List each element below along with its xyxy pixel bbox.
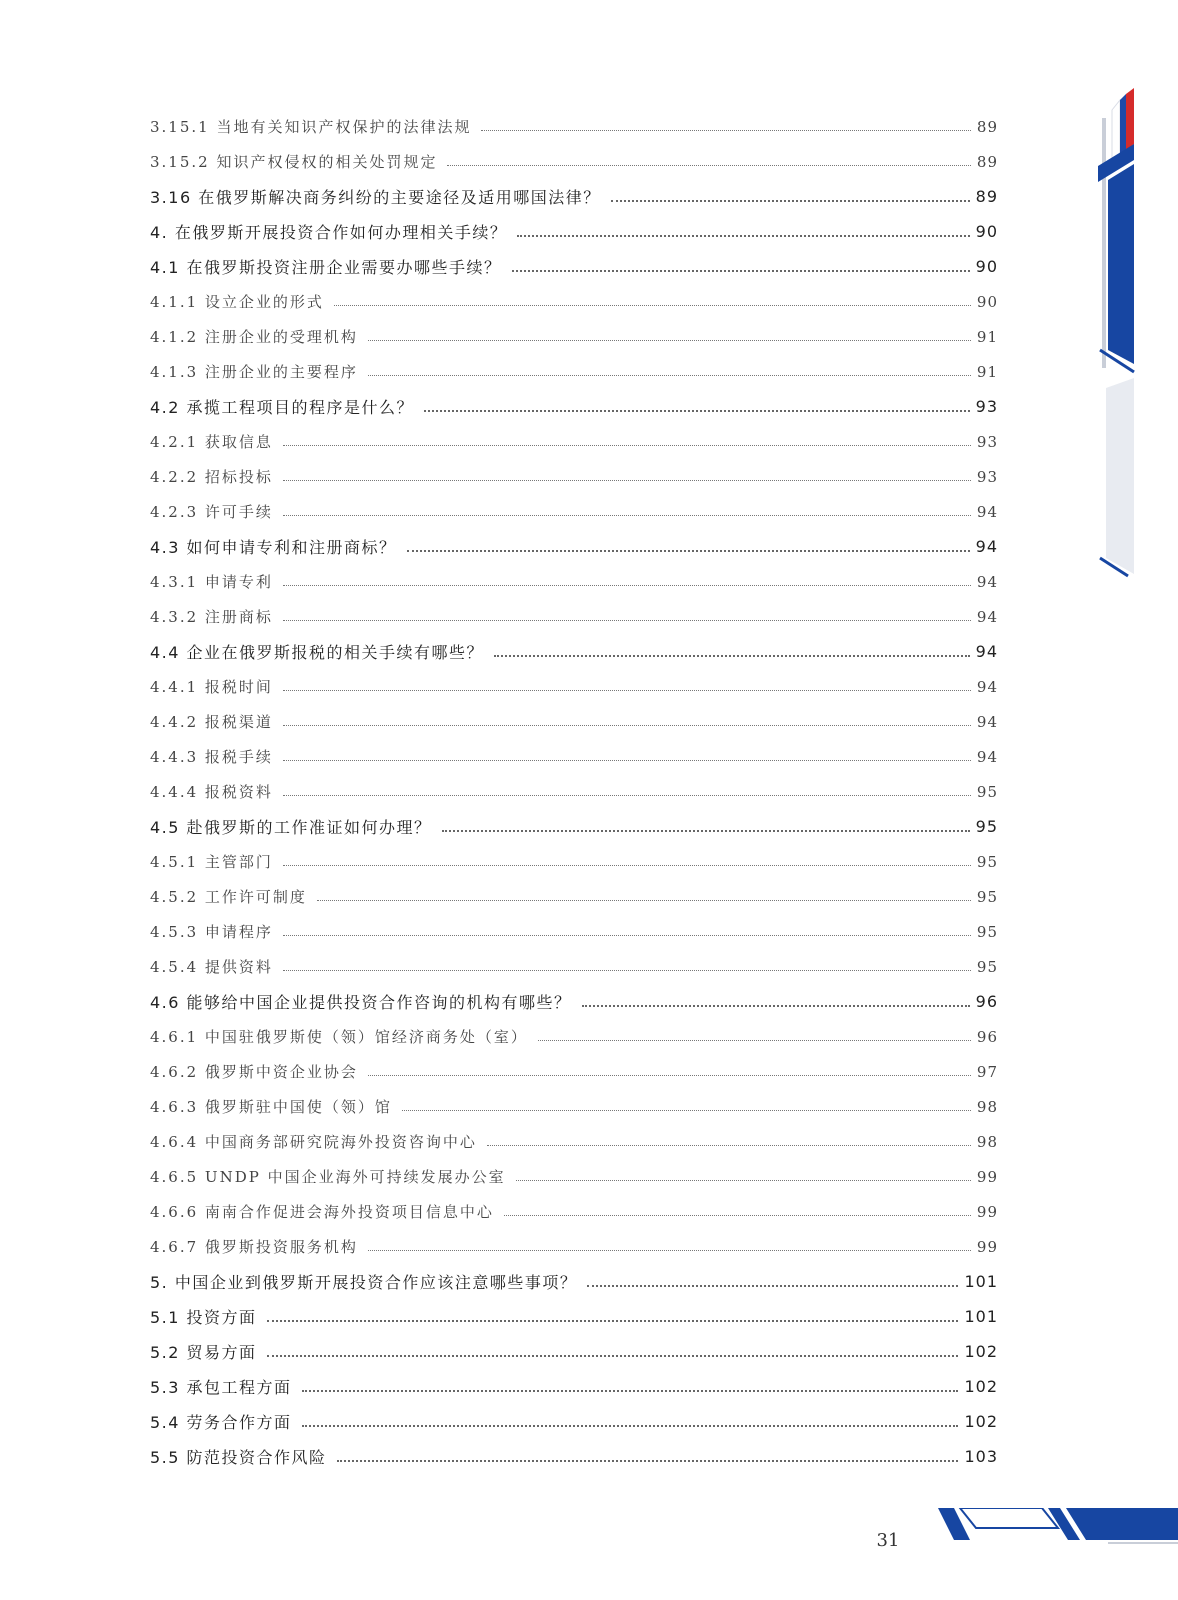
toc-entry-title: 3.15.1 当地有关知识产权保护的法律法规 bbox=[150, 118, 472, 136]
bottom-stripe-decoration bbox=[938, 1508, 1178, 1552]
toc-entry-page: 101 bbox=[964, 1272, 998, 1291]
toc-entry-page: 93 bbox=[976, 432, 998, 451]
toc-entry[interactable] bbox=[150, 704, 998, 739]
toc-dot-leader bbox=[538, 1040, 971, 1041]
toc-dot-leader bbox=[516, 1180, 971, 1181]
toc-dot-leader bbox=[368, 1250, 971, 1251]
toc-dot-leader bbox=[317, 900, 971, 901]
toc-entry-page: 99 bbox=[976, 1202, 998, 1221]
toc-entry[interactable] bbox=[150, 1334, 998, 1369]
toc-dot-leader bbox=[368, 340, 971, 341]
ribbon-blue-column bbox=[1108, 164, 1134, 364]
toc-dot-leader bbox=[368, 375, 971, 376]
toc-entry-page: 93 bbox=[975, 397, 998, 416]
toc-entry-title: 4.6.7 俄罗斯投资服务机构 bbox=[150, 1238, 358, 1256]
toc-entry[interactable] bbox=[150, 1159, 998, 1194]
toc-entry-page: 101 bbox=[964, 1307, 998, 1326]
toc-entry-page: 89 bbox=[976, 152, 998, 171]
toc-dot-leader bbox=[337, 1460, 959, 1462]
toc-entry-title: 4.3 如何申请专利和注册商标？ bbox=[150, 538, 397, 557]
toc-entry[interactable] bbox=[150, 179, 998, 214]
toc-entry-title: 4.5.4 提供资料 bbox=[150, 958, 273, 976]
toc-entry[interactable] bbox=[150, 1194, 998, 1229]
toc-entry-title: 4.6.6 南南合作促进会海外投资项目信息中心 bbox=[150, 1203, 494, 1221]
toc-entry[interactable] bbox=[150, 144, 998, 179]
toc-dot-leader bbox=[481, 130, 970, 131]
toc-entry[interactable] bbox=[150, 1369, 998, 1404]
toc-entry-page: 90 bbox=[975, 257, 998, 276]
toc-entry-title: 4.2 承揽工程项目的程序是什么？ bbox=[150, 398, 415, 417]
toc-dot-leader bbox=[447, 165, 970, 166]
toc-dot-leader bbox=[283, 620, 971, 621]
toc-dot-leader bbox=[302, 1390, 959, 1392]
toc-entry-title: 4. 在俄罗斯开展投资合作如何办理相关手续？ bbox=[150, 223, 508, 242]
toc-entry-page: 97 bbox=[976, 1062, 998, 1081]
toc-entry[interactable] bbox=[150, 984, 998, 1019]
toc-entry-title: 4.2.1 获取信息 bbox=[150, 433, 273, 451]
toc-entry-title: 4.6.1 中国驻俄罗斯使（领）馆经济商务处（室） bbox=[150, 1028, 528, 1046]
toc-dot-leader bbox=[283, 480, 971, 481]
toc-dot-leader bbox=[283, 865, 971, 866]
toc-entry-page: 96 bbox=[976, 1027, 998, 1046]
toc-entry-title: 4.1 在俄罗斯投资注册企业需要办哪些手续？ bbox=[150, 258, 502, 277]
toc-entry[interactable] bbox=[150, 844, 998, 879]
toc-entry-title: 4.6.2 俄罗斯中资企业协会 bbox=[150, 1063, 358, 1081]
toc-entry[interactable] bbox=[150, 1299, 998, 1334]
toc-dot-leader bbox=[611, 200, 970, 202]
toc-entry-page: 95 bbox=[976, 922, 998, 941]
toc-entry[interactable] bbox=[150, 1264, 998, 1299]
toc-entry-title: 4.4 企业在俄罗斯报税的相关手续有哪些？ bbox=[150, 643, 485, 662]
toc-entry-page: 99 bbox=[976, 1167, 998, 1186]
russian-flag-ribbon-decoration bbox=[1098, 88, 1178, 592]
toc-dot-leader bbox=[504, 1215, 971, 1216]
toc-entry-page: 93 bbox=[976, 467, 998, 486]
toc-entry-page: 95 bbox=[976, 957, 998, 976]
flag-blue-stripe bbox=[1120, 94, 1126, 156]
toc-entry-page: 94 bbox=[976, 572, 998, 591]
toc-entry-title: 4.6 能够给中国企业提供投资合作咨询的机构有哪些？ bbox=[150, 993, 572, 1012]
toc-dot-leader bbox=[283, 515, 971, 516]
toc-entry[interactable] bbox=[150, 1404, 998, 1439]
ribbon-shape bbox=[1098, 88, 1178, 588]
toc-entry-title: 4.5.3 申请程序 bbox=[150, 923, 273, 941]
toc-entry-page: 95 bbox=[976, 887, 998, 906]
toc-entry[interactable] bbox=[150, 1229, 998, 1264]
stripe-2 bbox=[960, 1508, 1058, 1528]
toc-entry-title: 4.6.5 UNDP 中国企业海外可持续发展办公室 bbox=[150, 1168, 506, 1186]
toc-entry[interactable] bbox=[150, 599, 998, 634]
toc-entry-title: 4.1.2 注册企业的受理机构 bbox=[150, 328, 358, 346]
toc-entry[interactable] bbox=[150, 1124, 998, 1159]
toc-entry-title: 4.2.3 许可手续 bbox=[150, 503, 273, 521]
toc-dot-leader bbox=[267, 1320, 959, 1322]
toc-entry[interactable] bbox=[150, 809, 998, 844]
toc-entry-title: 4.1.1 设立企业的形式 bbox=[150, 293, 324, 311]
toc-dot-leader bbox=[368, 1075, 971, 1076]
toc-entry[interactable] bbox=[150, 459, 998, 494]
toc-entry-title: 4.6.4 中国商务部研究院海外投资咨询中心 bbox=[150, 1133, 477, 1151]
toc-entry[interactable] bbox=[150, 1019, 998, 1054]
toc-dot-leader bbox=[283, 935, 971, 936]
toc-entry-page: 102 bbox=[964, 1377, 998, 1396]
toc-entry-page: 95 bbox=[975, 817, 998, 836]
toc-entry-page: 95 bbox=[976, 782, 998, 801]
toc-entry[interactable] bbox=[150, 879, 998, 914]
toc-entry-page: 90 bbox=[975, 222, 998, 241]
toc-entry[interactable] bbox=[150, 529, 998, 564]
ribbon-shadow bbox=[1102, 118, 1106, 368]
toc-entry-title: 5.5 防范投资合作风险 bbox=[150, 1448, 327, 1467]
toc-entry[interactable] bbox=[150, 564, 998, 599]
toc-entry-page: 98 bbox=[976, 1097, 998, 1116]
toc-entry[interactable] bbox=[150, 249, 998, 284]
stripe-4 bbox=[1066, 1508, 1178, 1540]
toc-entry-title: 5.2 贸易方面 bbox=[150, 1343, 257, 1362]
toc-entry[interactable] bbox=[150, 914, 998, 949]
toc-entry-page: 89 bbox=[975, 187, 998, 206]
toc-dot-leader bbox=[402, 1110, 971, 1111]
toc-dot-leader bbox=[587, 1285, 958, 1287]
toc-entry-page: 90 bbox=[976, 292, 998, 311]
toc-entry-title: 4.6.3 俄罗斯驻中国使（领）馆 bbox=[150, 1098, 392, 1116]
toc-entry[interactable] bbox=[150, 494, 998, 529]
stripe-shadow bbox=[1108, 1542, 1178, 1544]
toc-dot-leader bbox=[283, 970, 971, 971]
toc-entry-page: 91 bbox=[976, 327, 998, 346]
toc-entry-page: 95 bbox=[976, 852, 998, 871]
toc-dot-leader bbox=[494, 655, 970, 657]
toc-entry-page: 102 bbox=[964, 1342, 998, 1361]
toc-entry[interactable] bbox=[150, 1439, 998, 1474]
toc-entry-page: 94 bbox=[976, 607, 998, 626]
toc-dot-leader bbox=[283, 760, 971, 761]
toc-entry-title: 4.4.4 报税资料 bbox=[150, 783, 273, 801]
toc-dot-leader bbox=[487, 1145, 971, 1146]
toc-entry-page: 103 bbox=[964, 1447, 998, 1466]
bottom-stripes bbox=[938, 1508, 1178, 1548]
toc-dot-leader bbox=[283, 795, 971, 796]
ribbon-light-column bbox=[1106, 378, 1134, 574]
toc-entry-page: 94 bbox=[976, 677, 998, 696]
page-number: 31 bbox=[876, 1530, 900, 1551]
toc-entry-page: 94 bbox=[976, 502, 998, 521]
toc-entry-title: 5.3 承包工程方面 bbox=[150, 1378, 292, 1397]
toc-dot-leader bbox=[283, 445, 971, 446]
toc-entry-title: 4.1.3 注册企业的主要程序 bbox=[150, 363, 358, 381]
toc-entry-title: 4.2.2 招标投标 bbox=[150, 468, 273, 486]
toc-entry-title: 3.16 在俄罗斯解决商务纠纷的主要途径及适用哪国法律？ bbox=[150, 188, 601, 207]
toc-entry-page: 94 bbox=[975, 642, 998, 661]
toc-dot-leader bbox=[424, 410, 970, 412]
toc-entry-title: 4.4.2 报税渠道 bbox=[150, 713, 273, 731]
toc-entry[interactable] bbox=[150, 319, 998, 354]
toc-entry[interactable] bbox=[150, 214, 998, 249]
toc-entry-title: 4.3.1 申请专利 bbox=[150, 573, 273, 591]
toc-entry-title: 3.15.2 知识产权侵权的相关处罚规定 bbox=[150, 153, 438, 171]
toc-entry-page: 102 bbox=[964, 1412, 998, 1431]
toc-entry[interactable] bbox=[150, 1089, 998, 1124]
toc-dot-leader bbox=[283, 725, 971, 726]
toc-entry-page: 99 bbox=[976, 1237, 998, 1256]
toc-entry-title: 4.3.2 注册商标 bbox=[150, 608, 273, 626]
toc-entry[interactable] bbox=[150, 634, 998, 669]
toc-entry[interactable] bbox=[150, 284, 998, 319]
toc-entry-page: 89 bbox=[976, 117, 998, 136]
table-of-contents bbox=[150, 109, 998, 1474]
toc-entry[interactable] bbox=[150, 109, 998, 144]
toc-dot-leader bbox=[267, 1355, 959, 1357]
flag-red-stripe bbox=[1126, 88, 1134, 150]
toc-dot-leader bbox=[517, 235, 969, 237]
toc-entry[interactable] bbox=[150, 424, 998, 459]
toc-entry-title: 4.4.1 报税时间 bbox=[150, 678, 273, 696]
toc-dot-leader bbox=[283, 690, 971, 691]
toc-dot-leader bbox=[512, 270, 970, 272]
toc-entry-page: 94 bbox=[976, 747, 998, 766]
toc-entry-title: 4.5 赴俄罗斯的工作准证如何办理？ bbox=[150, 818, 432, 837]
toc-dot-leader bbox=[334, 305, 971, 306]
toc-entry[interactable] bbox=[150, 389, 998, 424]
toc-entry[interactable] bbox=[150, 1054, 998, 1089]
toc-dot-leader bbox=[442, 830, 970, 832]
toc-entry-page: 96 bbox=[975, 992, 998, 1011]
toc-entry-page: 91 bbox=[976, 362, 998, 381]
toc-entry-page: 94 bbox=[976, 712, 998, 731]
toc-entry-page: 94 bbox=[975, 537, 998, 556]
toc-entry-title: 4.4.3 报税手续 bbox=[150, 748, 273, 766]
toc-dot-leader bbox=[582, 1005, 970, 1007]
toc-entry[interactable] bbox=[150, 774, 998, 809]
toc-dot-leader bbox=[302, 1425, 959, 1427]
toc-dot-leader bbox=[283, 585, 971, 586]
toc-entry[interactable] bbox=[150, 669, 998, 704]
toc-entry-title: 4.5.1 主管部门 bbox=[150, 853, 273, 871]
toc-entry-page: 98 bbox=[976, 1132, 998, 1151]
toc-entry-title: 5. 中国企业到俄罗斯开展投资合作应该注意哪些事项？ bbox=[150, 1273, 578, 1292]
toc-entry[interactable] bbox=[150, 949, 998, 984]
toc-entry-title: 4.5.2 工作许可制度 bbox=[150, 888, 307, 906]
toc-dot-leader bbox=[407, 550, 970, 552]
toc-entry-title: 5.4 劳务合作方面 bbox=[150, 1413, 292, 1432]
toc-entry[interactable] bbox=[150, 739, 998, 774]
toc-entry-title: 5.1 投资方面 bbox=[150, 1308, 257, 1327]
toc-entry[interactable] bbox=[150, 354, 998, 389]
